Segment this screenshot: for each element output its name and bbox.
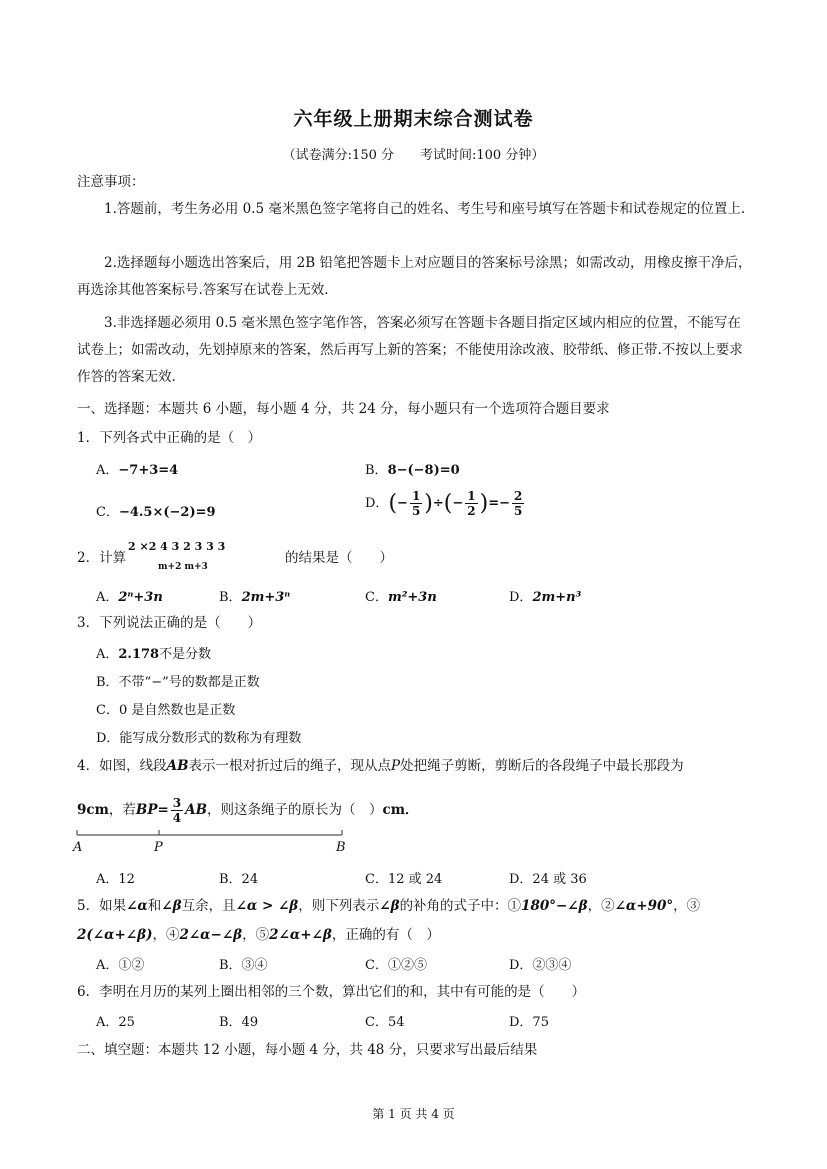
q5-expr-3: 2(∠α+∠β) [77,927,153,943]
q5-expr-2: ∠α+90° [614,898,674,914]
q6-option-a[interactable]: A．25 [96,1015,135,1030]
q2-c-label: C． [365,590,388,605]
q5-option-b[interactable]: B．③④ [219,958,268,973]
q5-stem-line-2: 2(∠α+∠β)，④2∠α−∠β，⑤2∠α+∠β，正确的有（ ） [77,927,440,943]
q5-expr-1: 180°−∠β [521,898,588,914]
q6-option-c[interactable]: C．54 [365,1015,405,1030]
q4-unit-cm: cm [382,802,406,818]
q4-label-a: A [73,840,83,855]
q5-option-c[interactable]: C．①②⑤ [365,958,427,973]
q3-a-math: 2.178 [118,647,160,662]
q4-option-d[interactable]: D．24 或 36 [509,872,587,887]
q5-expr-5: 2∠α+∠β [269,927,332,943]
q1-c-math: −4.5×(−2)=9 [118,505,216,520]
q2-c-math: m²+3n [387,590,437,605]
q1-option-d[interactable] [365,489,526,518]
exam-subtitle: （试卷满分:150 分 考试时间:100 分钟） [282,148,545,163]
section-2-heading: 二、填空题：本题共 12 小题，每小题 4 分，共 48 分，只要求写出最后结果 [77,1042,538,1058]
q1-d-paren-close-2: ) [479,491,489,516]
q4-stem-line-1: 4．如图，线段AB表示一根对折过后的绳子，现从点P处把绳子剪断，剪断后的各段绳子中最长那段为 [77,758,684,774]
q3-a-text: 不是分数 [159,647,212,662]
q1-d-paren-open-1: ( [388,491,398,516]
q6-stem: 6．李明在月历的某列上圈出相邻的三个数，算出它们的和，其中有可能的是（ ） [77,984,586,1000]
q1-a-label: A． [96,463,119,478]
q1-c-label: C． [96,505,119,520]
q3-a-label: A． [96,647,119,662]
q2-option-c[interactable] [365,586,437,605]
q2-suffix: 的结果是（ ） [285,550,393,566]
q1-a-math: −7+3=4 [118,463,179,478]
q4-label-p: P [154,840,163,855]
q1-stem: 1．下列各式中正确的是（ ） [77,430,262,446]
q1-d-frac-2: $\frac{1}{2}$ [467,489,476,518]
q1-option-a[interactable] [96,459,178,478]
q1-d-frac-1: $\frac{1}{5}$ [411,489,421,518]
note-2: 2.选择题每小题选出答案后，用 2B 铅笔把答题卡上对应题目的答案标号涂黑；如需改动，用橡皮擦干净后，再选涂其他答案标号.答案写在试卷上无效. [77,255,752,298]
q4-option-b[interactable]: B．24 [219,872,259,887]
exam-title: 六年级上册期末综合测试卷 [293,108,534,130]
q4-label-b: B [336,840,346,855]
q3-stem: 3．下列说法正确的是（ ） [77,615,262,631]
q4-stem-line-2: 9cm，若BP= $\frac{3}{4}$ AB，则这条绳子的原长为（ ）cm． [77,796,419,825]
q1-option-b[interactable] [365,459,460,478]
q4-ab-2: AB [185,802,208,818]
q1-option-c[interactable] [96,501,216,520]
q4-bp: BP= [135,802,169,818]
q2-garbled-expression-bottom: m+2 m+3 [158,562,208,572]
section-1-heading: 一、选择题：本题共 6 小题，每小题 4 分，共 24 分，每小题只有一个选项符合题目要求 [77,401,610,417]
q2-garbled-expression-top: 2 ×2 4 3 2 3 3 3 [128,540,226,553]
q4-point-p: P [390,758,401,774]
q4-option-c[interactable]: C．12 或 24 [365,872,443,887]
q2-d-math: 2m+n³ [532,590,582,605]
q2-prefix: 2．计算 [77,550,127,566]
q4-9cm: 9cm [77,802,109,818]
q4-segment-diagram [70,825,360,845]
page-footer: 第 1 页 共 4 页 [372,1107,455,1121]
q1-d-minus-1: − [397,496,408,511]
q5-option-a[interactable]: A．①② [96,958,145,973]
q2-option-b[interactable] [219,586,290,605]
q6-option-d[interactable]: D．75 [509,1015,549,1030]
q5-option-d[interactable]: D．②③④ [509,958,572,973]
q1-d-div: ÷ [432,496,444,511]
q1-b-label: B． [365,463,388,478]
q2-option-d[interactable] [509,586,581,605]
q3-option-c[interactable]: C．0 是自然数也是正数 [96,703,236,718]
q2-a-label: A． [96,590,119,605]
q3-option-b[interactable]: B．不带“−”号的数都是正数 [96,675,260,690]
q1-d-paren-close-1: ) [424,491,433,516]
q5-inequality: ∠α > ∠β [235,898,299,914]
q2-a-math: 2ⁿ+3n [118,590,163,605]
q1-d-eq: =− [488,496,511,511]
note-1: 1.答题前，考生务必用 0.5 毫米黑色签字笔将自己的姓名、考生号和座号填写在答题卡和试卷规定的位置上. [104,201,746,217]
q6-option-b[interactable]: B．49 [219,1015,259,1030]
note-3: 3.非选择题必须用 0.5 毫米黑色签字笔作答，答案必须写在答题卡各题目指定区域内相应的位置，不能写在试卷上；如需改动，先划掉原来的答案，然后再写上新的答案；不能使用涂改液、胶带纸、修正带.不按以上要求作答的答案无效. [77,315,743,385]
q4-ab: AB [166,758,189,774]
notes-heading: 注意事项： [77,174,145,190]
q5-expr-4: 2∠α−∠β [179,927,243,943]
q4-option-a[interactable]: A．12 [96,872,135,887]
q2-option-a[interactable] [96,586,163,605]
q2-b-math: 2m+3ⁿ [241,590,291,605]
q2-d-label: D． [509,590,533,605]
q2-b-label: B． [219,590,242,605]
q1-d-paren-open-2: ( [443,491,453,516]
q1-d-minus-2: − [452,496,464,511]
q3-option-d[interactable]: D．能写成分数形式的数称为有理数 [96,731,302,746]
q1-d-frac-3: $\frac{2}{5}$ [514,489,523,518]
q1-d-label: D． [365,496,389,511]
q5-stem-line-1: 5．如果∠α和∠β互余，且∠α > ∠β，则下列表示∠β的补角的式子中：①180°−∠β，②∠α+90°，③ [77,898,701,914]
q1-b-math: 8−(−8)=0 [387,463,460,478]
q3-option-a[interactable] [96,643,211,662]
q4-fraction: $\frac{3}{4}$ [172,796,182,825]
